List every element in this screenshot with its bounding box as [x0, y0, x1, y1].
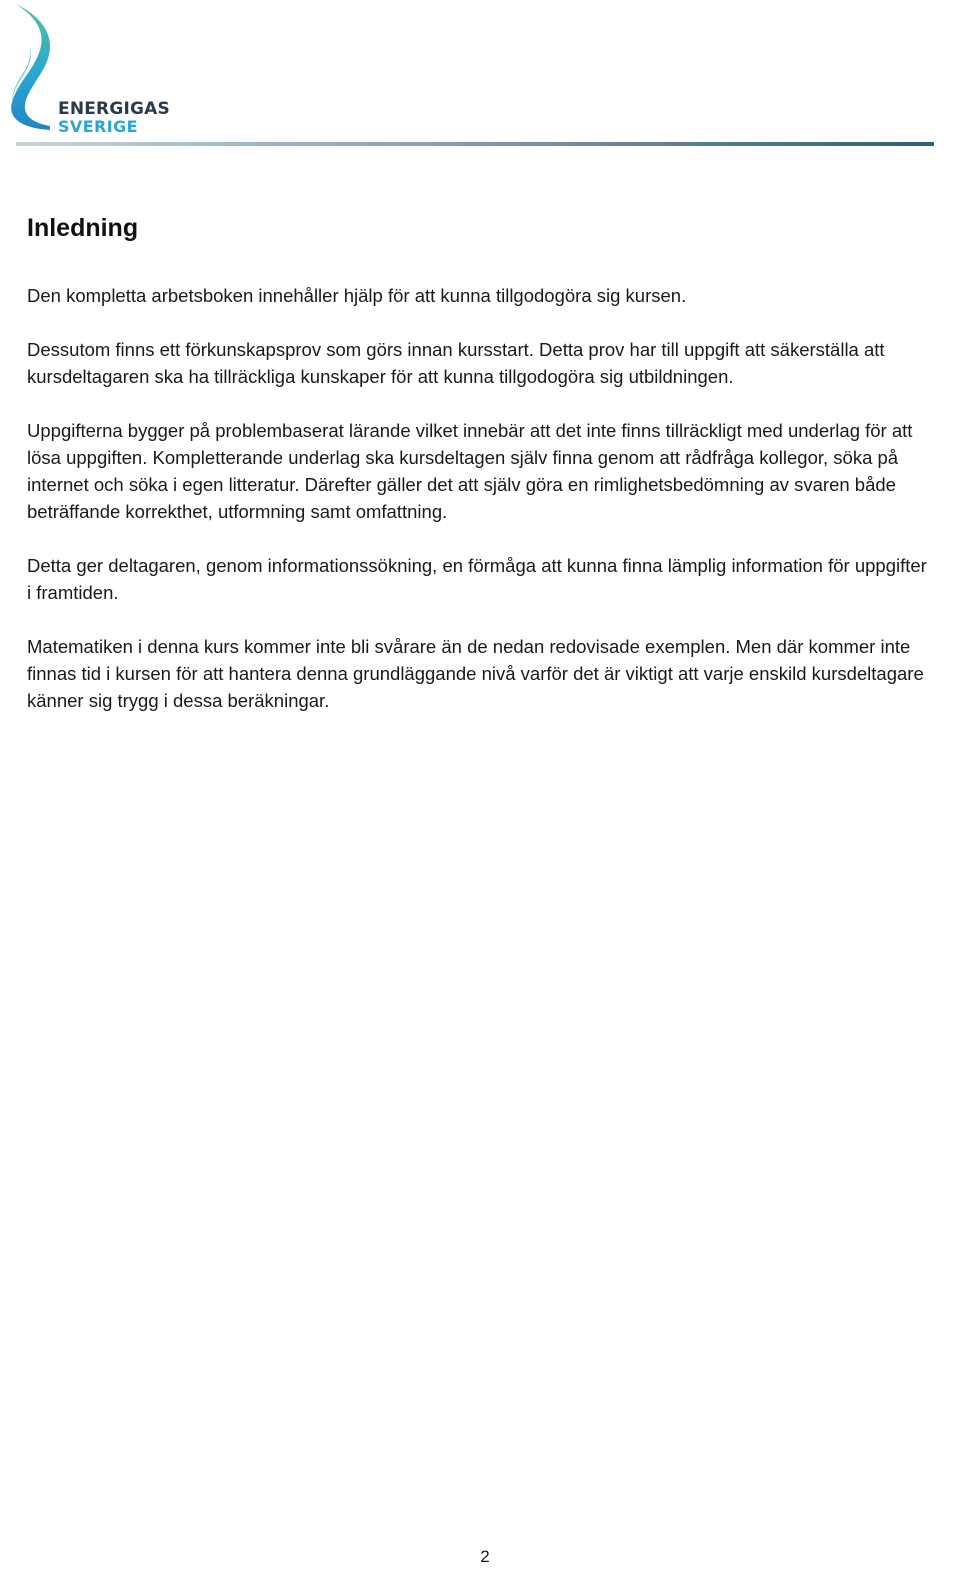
section-heading: Inledning [27, 214, 139, 242]
paragraph-problem-based-learning: Uppgifterna bygger på problembaserat lärande vilket innebär att det inte finns tillräckligt med underlag för att lösa uppgiften. Kompletterande underlag ska kursdeltagen själv finna genom att rådfråga kollegor, söka på internet och söka i egen litteratur. Därefter gäller det att själv göra en rimlighetsbedömning av svaren både beträffande korrekthet, utformning samt omfattning. [27, 420, 913, 522]
paragraph-mathematics: Matematiken i denna kurs kommer inte bli svårare än de nedan redovisade exemplen. Men där kommer inte finnas tid i kursen för att hantera denna grundläggande nivå varför det är viktigt att varje enskild kursdeltagare känner sig trygg i dessa beräkningar. [27, 636, 924, 711]
document-body [27, 212, 932, 741]
energigas-flame-logo-icon [4, 2, 64, 138]
logo-text-energigas: ENERGIGAS [58, 99, 170, 119]
header-divider [16, 142, 934, 146]
energigas-sverige-logo [4, 2, 174, 138]
logo-text-sverige: SVERIGE [58, 117, 138, 136]
paragraph-prerequisite-test: Dessutom finns ett förkunskapsprov som görs innan kursstart. Detta prov har till uppgift att säkerställa att kursdeltagaren ska ha tillräckliga kunskaper för att kunna tillgodogöra sig utbildningen. [27, 339, 885, 387]
paragraph-intro: Den kompletta arbetsboken innehåller hjälp för att kunna tillgodogöra sig kursen. [27, 285, 687, 306]
page-number: 2 [480, 1547, 490, 1566]
page-header [0, 0, 960, 150]
paragraph-information-search: Detta ger deltagaren, genom informationssökning, en förmåga att kunna finna lämplig information för uppgifter i framtiden. [27, 555, 927, 603]
